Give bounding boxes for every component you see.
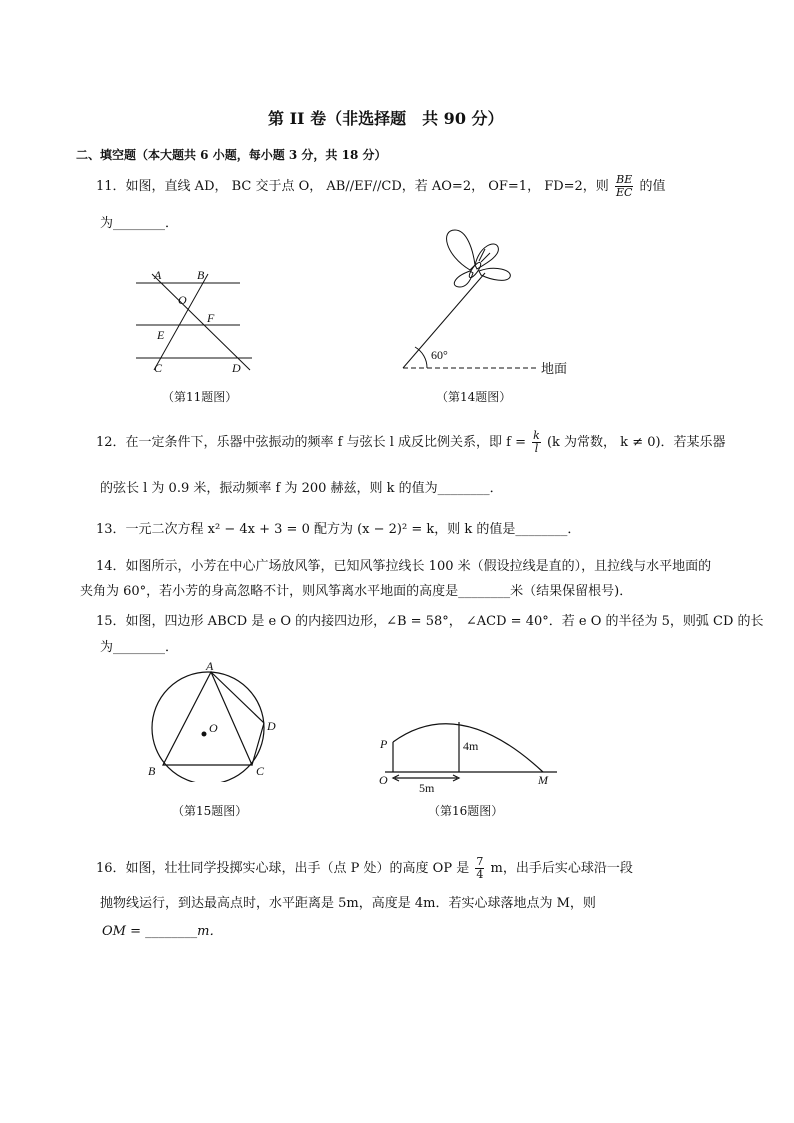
label-o: O: [178, 293, 187, 307]
figure-16-caption: （第16题图）: [428, 804, 504, 818]
line-bc: [154, 274, 208, 370]
q12-frac-num: k: [533, 429, 540, 442]
q11-text: 11．如图，直线 AD， BC 交于点 O， AB//EF//CD，若 AO=2， OF=1， FD=2，则: [96, 179, 609, 194]
q16-fraction: [475, 856, 484, 881]
question-11: [96, 174, 666, 199]
q12-line-2: 的弦长 l 为 0.9 米，振动频率 f 为 200 赫兹，则 k 的值为________．: [100, 481, 503, 496]
figure-15: [140, 660, 285, 782]
q16-line-3: OM = ________m．: [102, 924, 223, 939]
q16-frac-num: 7: [476, 855, 484, 868]
q11-fraction: [615, 174, 633, 199]
q16-frac-den: 4: [476, 868, 484, 881]
question-15-line-2: 为________．: [100, 640, 179, 655]
figure-15-caption: （第15题图）: [172, 804, 248, 818]
q11-text-end: 的值: [639, 179, 666, 194]
question-14-line-2: 夹角为 60°，若小芳的身高忽略不计，则风筝离水平地面的高度是________米（结果保留根号)．: [80, 584, 633, 599]
label-c: C: [256, 764, 265, 778]
label-b: B: [197, 268, 205, 282]
segment-ad: [211, 672, 264, 723]
label-height: 4m: [463, 739, 479, 753]
question-16: [96, 856, 633, 881]
q12-fraction: [532, 430, 541, 455]
q12-text-b: (k 为常数， k ≠ 0)．若某乐器: [546, 435, 726, 450]
question-13: 13．一元二次方程 x² − 4x + 3 = 0 配方为 (x − 2)² = k，则 k 的值是________．: [96, 522, 581, 537]
label-b: B: [148, 764, 156, 778]
q11-frac-den: EC: [615, 186, 633, 199]
label-a: A: [154, 268, 162, 282]
line-ad: [152, 274, 250, 370]
ground-label: 地面: [541, 361, 568, 376]
label-e: E: [157, 328, 165, 342]
angle-label: 60°: [431, 348, 448, 362]
figure-14-caption: （第14题图）: [436, 390, 512, 404]
q11-answer-line: 为________．: [100, 216, 179, 231]
label-d: D: [267, 719, 276, 733]
figure-14: [395, 225, 585, 377]
q16-text-b: m，出手后实心球沿一段: [490, 861, 633, 876]
q16-text: 16．如图，壮壮同学投掷实心球，出手（点 P 处）的高度 OP 是: [96, 861, 470, 876]
figure-11-caption: （第11题图）: [162, 390, 238, 404]
q11-frac-num: BE: [616, 173, 633, 186]
center-dot: [202, 732, 207, 737]
label-o: O: [209, 721, 218, 735]
figure-11: [130, 262, 260, 378]
q12-frac-den: l: [534, 442, 539, 455]
angle-arc: [415, 347, 427, 368]
section-header: 二、填空题（本大题共 6 小题，每小题 3 分，共 18 分）: [76, 148, 387, 162]
label-c: C: [154, 361, 163, 375]
label-d: D: [232, 361, 241, 375]
question-15-line-1: 15．如图，四边形 ABCD 是 e O 的内接四边形，∠B = 58°， ∠ACD = 40°．若 e O 的半径为 5，则弧 CD 的长: [96, 614, 764, 629]
butterfly-kite-icon: [447, 230, 511, 287]
triangle-abc: [163, 672, 252, 765]
label-f: F: [207, 311, 215, 325]
question-14-line-1: 14．如图所示，小芳在中心广场放风筝，已知风筝拉线长 100 米（假设拉线是直的），且拉线与水平地面的: [96, 559, 712, 574]
q16-line-2: 抛物线运行，到达最高点时，水平距离是 5m，高度是 4m．若实心球落地点为 M，则: [100, 896, 596, 911]
q12-text: 12．在一定条件下，乐器中弦振动的频率 f 与弦长 l 成反比例关系，即 f =: [96, 435, 527, 450]
label-m: M: [538, 773, 548, 787]
page-title: 第 II 卷（非选择题 共 90 分）: [268, 109, 504, 128]
label-a: A: [206, 660, 214, 673]
question-12: [96, 430, 726, 455]
label-distance: 5m: [419, 781, 435, 794]
figure-16: [375, 712, 570, 794]
label-o: O: [379, 773, 388, 787]
label-p: P: [380, 737, 388, 751]
